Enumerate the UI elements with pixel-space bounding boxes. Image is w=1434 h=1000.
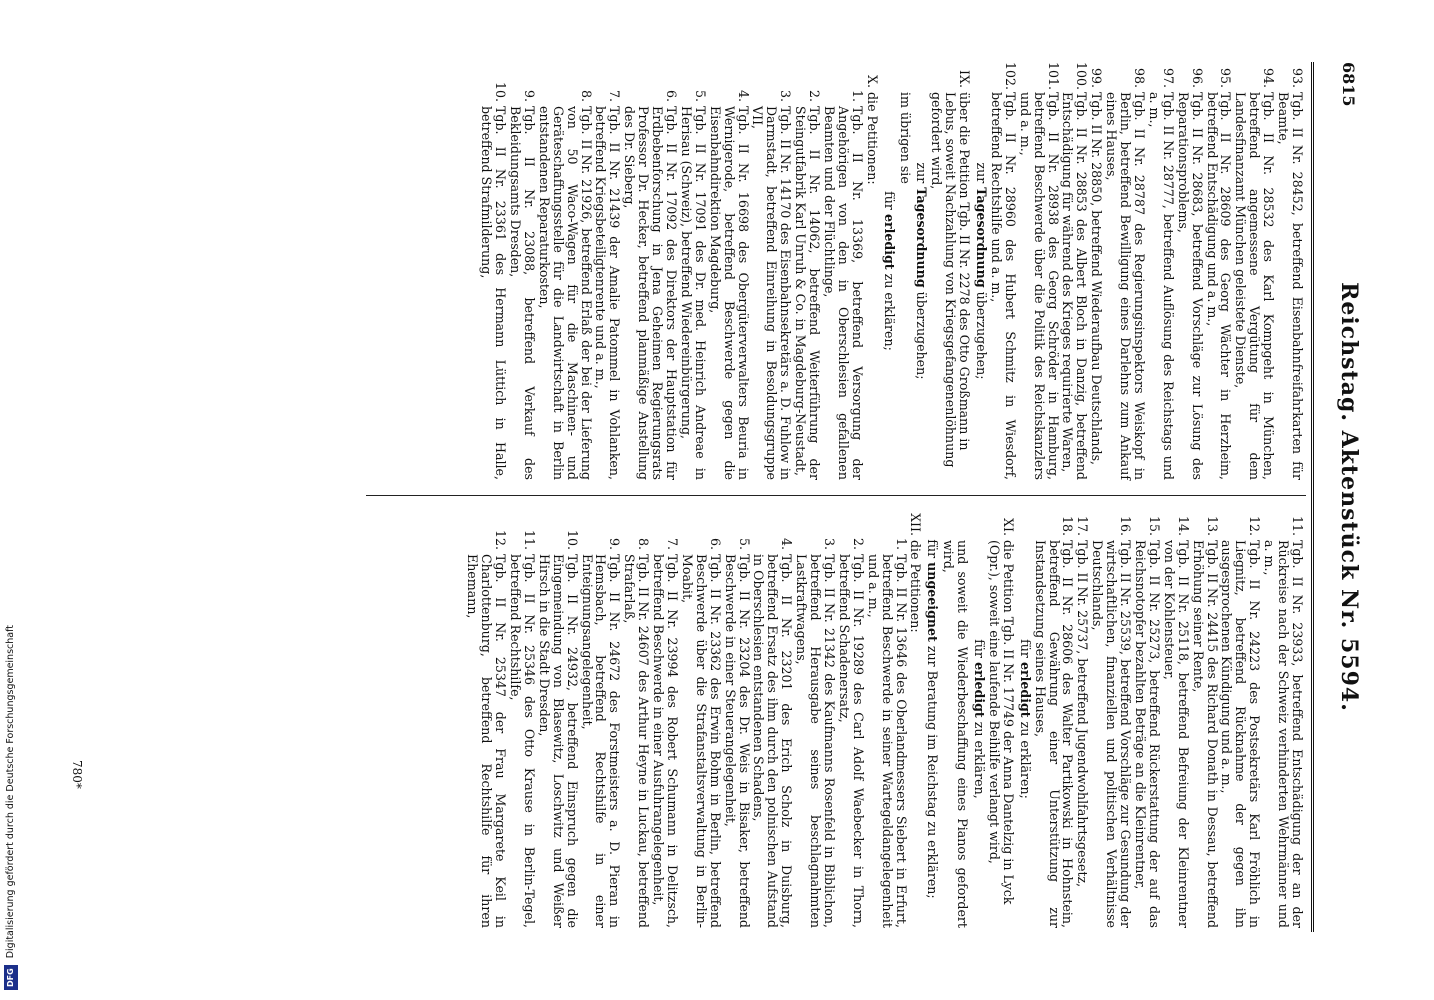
dfg-logo: DFG xyxy=(4,965,18,990)
section-item xyxy=(909,510,923,928)
item-number: 6. xyxy=(664,89,680,102)
item-text: die Petitionen: xyxy=(864,92,880,185)
item-text: Tgb. II Nr. 24607 des Arthur Heyne in Luckau, betreffend Strafarlaß, xyxy=(622,554,652,928)
item-text: Tgb. II Nr. 24223 des Postsekretärs Karl Fröhlich in Liegnitz, betreffend Rücknahme der gegen ihn ausgesprochenen Kündigung und a. m., xyxy=(1219,540,1263,928)
resolution-text: für xyxy=(1017,639,1033,662)
resolution-line xyxy=(974,62,988,480)
body-text: und soweit die Wiederbeschaffung eines Pianos gefordert wird, xyxy=(941,540,971,928)
item-number: 14. xyxy=(1175,515,1191,536)
item-number: 3. xyxy=(822,537,837,550)
resolution-text: überzugehen; xyxy=(974,287,990,380)
digitization-credit xyxy=(0,0,22,1000)
item-text: Tgb. II Nr. 28683, betreffend Vorschläge zur Lösung des Reparationsproblems, xyxy=(1175,92,1205,480)
item-text: Tgb. II Nr. 21926, betreffend Erlaß der bei der Lieferung von 50 Waco-Wagen für die Maschinen- und Geräteschaffungsstelle für die Landwirtschaft in Berlin entstandenen Reparaturkosten, xyxy=(536,106,594,480)
resolution-text: für xyxy=(972,639,988,663)
item-text: Tgb. II Nr. 16698 des Obergüterverwalters Beuria in Wernigerode, betreffend Beschwerde gegen die Eisenbahndirektion Magdeburg, xyxy=(707,106,751,480)
item-text: Tgb. II Nr. 21439 der Amalie Patommel in Vohlanken, betreffend Kriegsbeteiligtenrente und a. m., xyxy=(593,106,623,480)
item-text: über die Petition Tgb. II Nr. 2278 des Otto Großmann in Lebus, soweit Nachzahlung von Kriegsgefangenenlöhnung gefordert wird, xyxy=(929,92,973,468)
item-number: 13. xyxy=(1204,515,1220,536)
resolution-line xyxy=(925,510,939,928)
petition-item xyxy=(679,62,707,480)
item-number: X. xyxy=(864,75,880,88)
item-text: Tgb. II Nr. 23362 des Erwin Bohm in Berlin, betreffend Beschwerde über die Strafanstaltsverwaltung in Berlin-Moabit, xyxy=(679,554,723,928)
column-divider xyxy=(366,495,1306,496)
item-number: 96. xyxy=(1189,67,1205,88)
body-text: im übrigen sie xyxy=(897,92,913,184)
item-number: 10. xyxy=(493,81,509,102)
petition-item xyxy=(1133,510,1161,928)
item-number: 11. xyxy=(521,529,537,550)
item-number: 1. xyxy=(849,89,865,102)
petition-item xyxy=(1191,510,1219,928)
item-text: Tgb. II Nr. 23361 des Hermann Lüttich in Halle, betreffend Strafmilderung, xyxy=(479,106,509,480)
item-number: 12. xyxy=(493,529,509,550)
item-number: 101. xyxy=(1045,62,1061,91)
item-number: 11. xyxy=(1290,515,1305,536)
section-item xyxy=(929,62,971,480)
item-text: Tgb. II Nr. 24415 des Richard Donath in Dessau, betreffend Erhöhung seiner Rente, xyxy=(1190,540,1220,928)
petition-item xyxy=(1276,62,1304,480)
item-text: die Petitionen: xyxy=(908,540,924,633)
petition-item xyxy=(1262,510,1304,928)
right-column xyxy=(464,510,1304,928)
item-number: 9. xyxy=(521,89,537,102)
item-text: Tgb. II Nr. 23933, betreffend Entschädigung der an der Rückreise nach der Schweiz verhinderten Wehrmänner und a. m., xyxy=(1262,540,1305,928)
resolution-text: zu erklären; xyxy=(1017,717,1033,799)
page-number: 6815 xyxy=(1339,62,1358,107)
item-text: Tgb. II Nr. 13369, betreffend Versorgung der Angehörigen von den in Oberschlesien gefallenen Beamten und der Flüchtlinge, xyxy=(822,106,865,480)
resolution-keyword: erledigt xyxy=(881,213,897,270)
item-number: 2. xyxy=(807,89,823,102)
petition-item xyxy=(751,62,793,480)
item-number: 6. xyxy=(707,537,723,550)
item-text: Tgb. II Nr. 23088, betreffend Verkauf des Bekleidungsamts Dresden, xyxy=(508,106,537,480)
petition-item xyxy=(1176,62,1204,480)
item-number: 93. xyxy=(1290,67,1305,88)
item-text: Tgb. II Nr. 14062, betreffend Weiterführung der Steingutfabrik Karl Unruh & Co. in Magdeburg-Neustadt, xyxy=(793,106,823,480)
petition-item xyxy=(723,510,751,928)
petition-item xyxy=(1104,62,1146,480)
petition-item xyxy=(479,62,507,480)
petition-item xyxy=(989,62,1017,480)
page-title: Reichstag. Aktenstück Nr. 5594. xyxy=(1336,282,1362,712)
item-number: 7. xyxy=(607,89,623,102)
resolution-keyword: erledigt xyxy=(1017,661,1033,718)
page-header xyxy=(1311,62,1374,932)
item-text: Tgb. II Nr. 14170 des Eisenbahnsekretärs a. D. Fuhlow in Darmstadt, betreffend Einreihung in Besoldungsgruppe VII, xyxy=(750,106,794,480)
item-number: 1. xyxy=(893,537,909,550)
resolution-line xyxy=(1018,510,1032,928)
item-number: 12. xyxy=(1247,515,1263,536)
item-number: 2. xyxy=(850,537,866,550)
petition-item xyxy=(580,510,622,928)
item-text: Tgb. II Nr. 28853 des Albert Bloch in Danzig, betreffend Entschädigung für während des Krieges requirierte Waren, xyxy=(1060,92,1090,480)
item-number: 8. xyxy=(578,89,594,102)
item-text: Tgb. II Nr. 17092 des Direktors der Hauptstation für Erdbebenforschung in Jena Geheimen Regierungsrats Professor Dr. Hecker, betreffend planmäßige Anstellung des Dr. Sieberg, xyxy=(622,106,680,480)
petition-item xyxy=(622,510,650,928)
petition-item xyxy=(793,62,821,480)
petition-item xyxy=(1147,62,1175,480)
item-text: Tgb. II Nr. 28606 des Walter Partikowski in Hohnstein, betreffend Gewährung einer Unterstützung zur Instandsetzung seines Hauses, xyxy=(1032,540,1076,928)
item-text: Tgb. II Nr. 25273, betreffend Rückerstattung der auf das Reichsnotopfer bezahlten Beträge an die Kleinrentner, xyxy=(1133,540,1162,928)
item-number: 3. xyxy=(778,89,794,102)
item-text: Tgb. II Nr. 25737, betreffend Jugendwohlfahrtsgesetz, xyxy=(1075,540,1091,888)
credit-text: Digitalisierung gefördert durch die Deutsche Forschungsgemeinschaft xyxy=(5,624,16,959)
resolution-text: für xyxy=(925,539,941,563)
petition-item xyxy=(537,510,579,928)
petition-item xyxy=(465,510,507,928)
item-text: Tgb. II Nr. 24932, betreffend Einspruch gegen die Eingemeindung von Blasewitz, Loschwitz und Weißer Hirsch in die Stadt Dresden, xyxy=(536,554,580,928)
item-number: 18. xyxy=(1060,515,1076,536)
resolution-text: zu erklären, xyxy=(972,717,988,799)
item-number: 95. xyxy=(1218,67,1234,88)
petition-item xyxy=(1076,510,1090,928)
item-text: Tgb. II Nr. 23201 des Erich Scholz in Duisburg, betreffend Ersatz des ihm durch den polnischen Aufstand in Oberschlesien entstandenen Schadens, xyxy=(751,554,795,928)
item-text: Tgb. II Nr. 25347 der Frau Margarete Keil in Charlottenburg, betreffend Rechtshilfe für ihren Ehemann, xyxy=(465,554,509,928)
petition-item xyxy=(680,510,722,928)
item-number: 9. xyxy=(607,537,623,550)
item-number: 97. xyxy=(1160,67,1176,88)
petition-item xyxy=(752,510,794,928)
petition-item xyxy=(1162,510,1190,928)
item-number: 99. xyxy=(1089,67,1105,88)
resolution-text: zur Beratung im Reichstag zu erklären; xyxy=(925,641,941,899)
item-text: Tgb. II Nr. 23994 des Robert Schumann in Delitzsch, betreffend Beschwerde in einer Ausfuhrangelegenheit, xyxy=(651,554,681,928)
left-column xyxy=(478,62,1304,480)
petition-item xyxy=(594,62,622,480)
petition-item xyxy=(508,510,536,928)
item-number: IX. xyxy=(957,70,973,88)
item-number: XI. xyxy=(1000,518,1016,536)
resolution-text: überzugehen; xyxy=(914,287,930,380)
resolution-keyword: Tagesordnung xyxy=(974,187,990,288)
petition-item xyxy=(1061,62,1089,480)
petition-item xyxy=(1220,510,1262,928)
item-number: 5. xyxy=(736,537,752,550)
item-number: 17. xyxy=(1075,515,1091,536)
section-item xyxy=(987,510,1015,928)
petition-item xyxy=(622,62,678,480)
item-text: Tgb. II Nr. 24672 des Forstmeisters a. D. Pieran in Hemsbach, betreffend Rechtshilfe in einer Enteignungsangelegenheit, xyxy=(579,554,623,928)
resolution-text: zur xyxy=(974,162,990,188)
item-number: 94. xyxy=(1261,67,1277,88)
resolution-text: für xyxy=(881,191,897,214)
resolution-line xyxy=(915,62,929,480)
resolution-keyword: ungeeignet xyxy=(925,562,941,642)
petition-item xyxy=(1205,62,1233,480)
item-text: Tgb. II Nr. 25118, betreffend Befreiung der Kleinrentner von der Kohlensteuer, xyxy=(1161,540,1191,928)
item-text: Tgb. II Nr. 28938 des Georg Schröder in Hamburg, betreffend Beschwerde über die Politik des Reichskanzlers und a. m., xyxy=(1017,92,1061,480)
item-number: 98. xyxy=(1132,67,1148,88)
resolution-line xyxy=(972,510,986,928)
petition-item xyxy=(651,510,679,928)
item-text: Tgb. II Nr. 28960 des Hubert Schmitz in Wiesdorf, betreffend Rechtshilfe und a. m., xyxy=(988,92,1018,480)
item-number: 7. xyxy=(665,537,681,550)
item-number: 4. xyxy=(735,89,751,102)
item-text: die Petition Tgb. II Nr. 17749 der Anna Dantelzig in Lyck (Opr.), soweit eine laufende Beihilfe verlangt wird, xyxy=(986,540,1016,905)
petition-item xyxy=(537,62,593,480)
item-text: Tgb. II Nr. 28850, betreffend Wiederaufbau Deutschlands, xyxy=(1089,92,1105,466)
item-text: Tgb. II Nr. 19289 des Carl Adolf Waebecker in Thorn, betreffend Schadenersatz, xyxy=(836,554,866,928)
item-text: Tgb. II Nr. 28609 des Georg Wächter in Herzheim, betreffend Entschädigung und a. m., xyxy=(1204,92,1234,480)
item-number: 10. xyxy=(564,529,580,550)
item-text: Tgb. II Nr. 13646 des Oberlandmessers Siebert in Erfurt, betreffend Beschwerde in seiner Wartegeldangelegenheit und a. m., xyxy=(865,554,909,928)
item-number: 16. xyxy=(1118,515,1134,536)
petition-item xyxy=(1233,62,1275,480)
petition-item xyxy=(1018,62,1060,480)
petition-item xyxy=(1089,62,1103,480)
item-number: 8. xyxy=(636,537,652,550)
item-number: 4. xyxy=(779,537,795,550)
item-number: 15. xyxy=(1146,515,1162,536)
petition-item xyxy=(822,62,864,480)
petition-item xyxy=(508,62,536,480)
petition-item xyxy=(866,510,908,928)
item-text: Tgb. II Nr. 28777, betreffend Auflösung des Reichstags und a. m., xyxy=(1146,92,1176,480)
item-text: Tgb. II Nr. 17091 des Dr. med. Heinrich Andreae in Herisau (Schweiz), betreffend Wiedereinbürgerung, xyxy=(678,106,708,480)
petition-item xyxy=(837,510,865,928)
resolution-keyword: erledigt xyxy=(972,662,988,718)
item-text: Tgb. II Nr. 23204 des Dr. Weis in Bisaker, betreffend Beschwerde in einer Steuerangelegenheit, xyxy=(722,554,752,928)
petition-item xyxy=(794,510,836,928)
item-number: 5. xyxy=(692,89,708,102)
item-text: Tgb. II Nr. 25346 des Otto Krause in Berlin-Tegel, betreffend Rechtshilfe, xyxy=(508,554,537,928)
item-text: Tgb. II Nr. 21342 des Kaufmanns Rosenfeld in Biblichon, betreffend Herausgabe seines beschlagnahmten Lastkraftwagens, xyxy=(794,554,837,928)
resolution-text: zu erklären; xyxy=(881,269,897,351)
resolution-text: zur xyxy=(914,162,930,188)
item-number: 100. xyxy=(1074,62,1090,91)
item-text: Tgb. II Nr. 28532 des Karl Kompgeht in München, betreffend angemessene Vergütung für dem Landesfinanzamt München geleistete Dienste, xyxy=(1233,92,1277,480)
signature-mark: 780* xyxy=(70,760,84,789)
item-number: XII. xyxy=(908,513,924,536)
section-item xyxy=(865,62,879,480)
resolution-keyword: Tagesordnung xyxy=(914,187,930,288)
item-text: Tgb. II Nr. 28787 des Regierungsinspektors Weiskopf in Berlin, betreffend Bewilligung eines Darlehns zum Ankauf eines Hauses, xyxy=(1104,92,1148,480)
petition-item xyxy=(708,62,750,480)
resolution-line xyxy=(882,62,896,480)
item-number: 102. xyxy=(1002,62,1018,91)
petition-item xyxy=(1033,510,1075,928)
petition-item xyxy=(1090,510,1132,928)
item-text: Tgb. II Nr. 25539, betreffend Vorschläge zur Gesundung der wirtschaftlichen, finanziellen und politischen Verhältnisse Deutschlands, xyxy=(1090,540,1134,928)
item-text: Tgb. II Nr. 28452, betreffend Eisenbahnfreifahrkarten für Beamte, xyxy=(1276,92,1305,480)
